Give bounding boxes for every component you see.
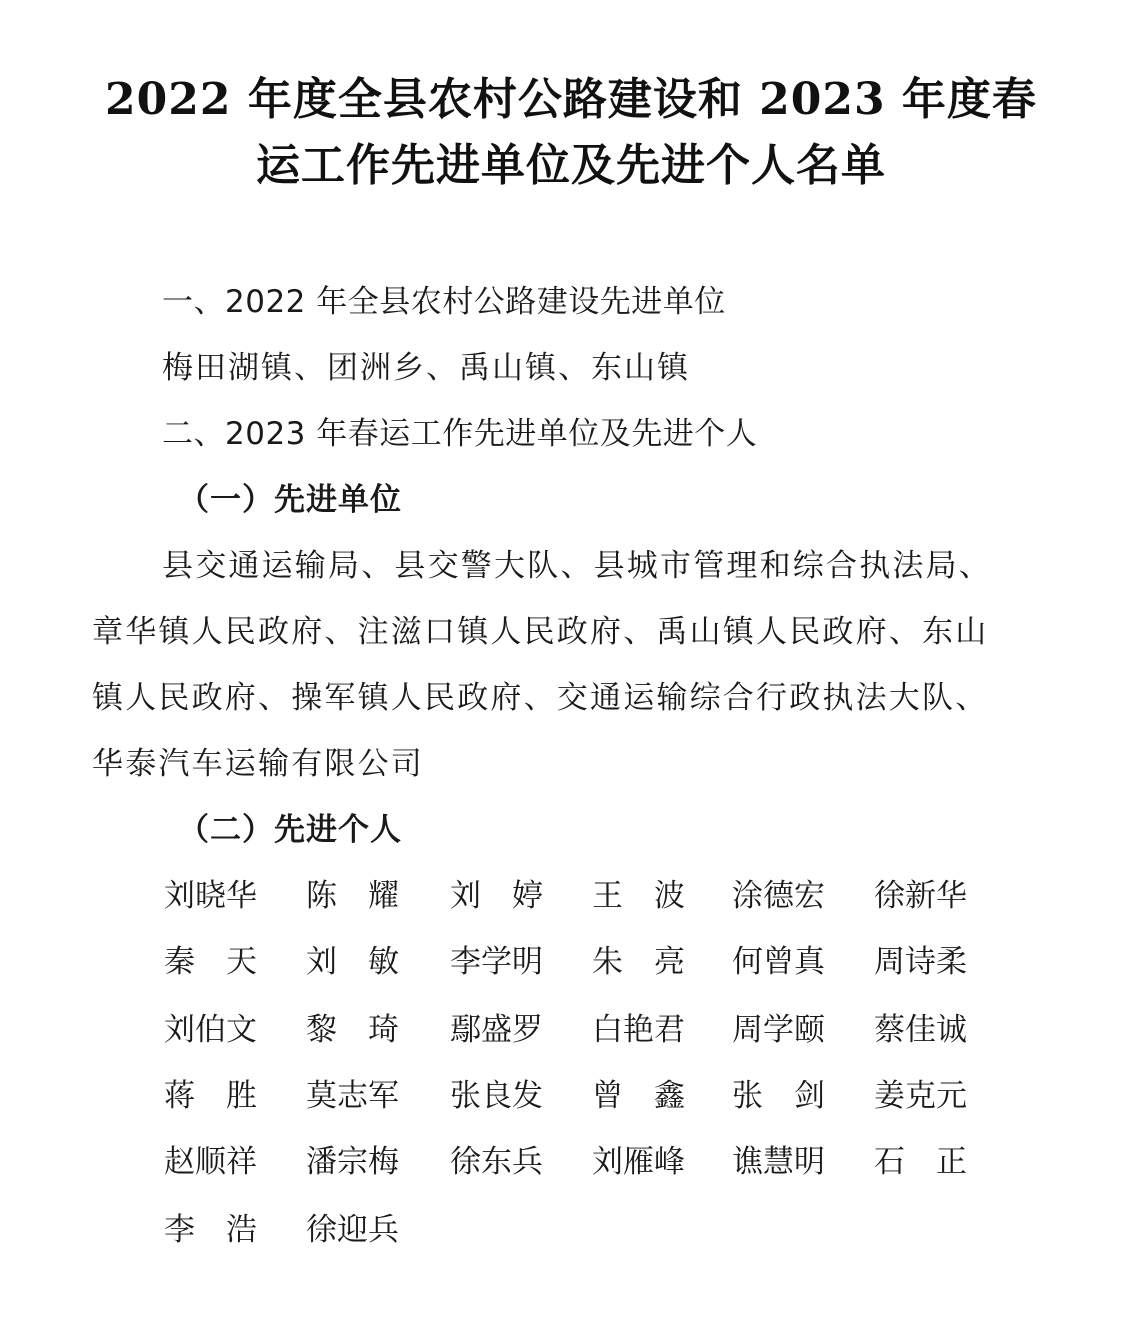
individual-name: 周学颐 (732, 1012, 825, 1048)
advanced-units-line-3: 镇人民政府、操军镇人民政府、交通运输综合行政执法大队、 (92, 680, 989, 716)
individual-name: 鄢盛罗 (450, 1012, 543, 1048)
individual-name: 秦 天 (164, 944, 257, 980)
individual-name: 朱 亮 (592, 944, 685, 980)
advanced-units-line-2: 章华镇人民政府、注滋口镇人民政府、禹山镇人民政府、东山 (92, 614, 989, 650)
individual-name: 潘宗梅 (306, 1144, 399, 1180)
individual-name: 黎 琦 (306, 1012, 399, 1048)
individual-name: 李 浩 (164, 1212, 257, 1248)
individual-name: 张 剑 (732, 1078, 825, 1114)
individual-name: 石 正 (874, 1144, 967, 1180)
individual-name: 徐迎兵 (306, 1212, 399, 1248)
individual-name: 白艳君 (592, 1012, 685, 1048)
individual-name: 姜克元 (874, 1078, 967, 1114)
individual-name: 何曾真 (732, 944, 825, 980)
individual-name: 曾 鑫 (592, 1078, 685, 1114)
individual-name: 刘晓华 (164, 878, 257, 914)
document-title-line-2: 运工作先进单位及先进个人名单 (256, 140, 886, 191)
individual-name: 王 波 (592, 878, 685, 914)
advanced-units-heading: （一）先进单位 (178, 482, 402, 518)
section-1-heading: 一、2022 年全县农村公路建设先进单位 (162, 284, 726, 320)
individual-name: 徐东兵 (450, 1144, 543, 1180)
individual-name: 刘雁峰 (592, 1144, 685, 1180)
individual-name: 刘伯文 (164, 1012, 257, 1048)
document-title-line-1: 2022 年度全县农村公路建设和 2023 年度春 (105, 74, 1037, 125)
individual-name: 李学明 (450, 944, 543, 980)
individual-name: 徐新华 (874, 878, 967, 914)
individual-name: 蔡佳诚 (874, 1012, 967, 1048)
advanced-units-line-4: 华泰汽车运输有限公司 (92, 746, 424, 782)
individual-name: 涂德宏 (732, 878, 825, 914)
individual-name: 谯慧明 (732, 1144, 825, 1180)
individual-name: 张良发 (450, 1078, 543, 1114)
individual-name: 周诗柔 (874, 944, 967, 980)
individual-name: 蒋 胜 (164, 1078, 257, 1114)
individual-name: 莫志军 (306, 1078, 399, 1114)
individual-name: 赵顺祥 (164, 1144, 257, 1180)
individual-name: 刘 婷 (450, 878, 543, 914)
individual-name: 刘 敏 (306, 944, 399, 980)
advanced-units-line-1: 县交通运输局、县交警大队、县城市管理和综合执法局、 (162, 548, 992, 584)
individual-name: 陈 耀 (306, 878, 399, 914)
section-2-heading: 二、2023 年春运工作先进单位及先进个人 (162, 416, 758, 452)
section-1-units: 梅田湖镇、团洲乡、禹山镇、东山镇 (162, 350, 690, 386)
advanced-individuals-heading: （二）先进个人 (178, 812, 402, 848)
